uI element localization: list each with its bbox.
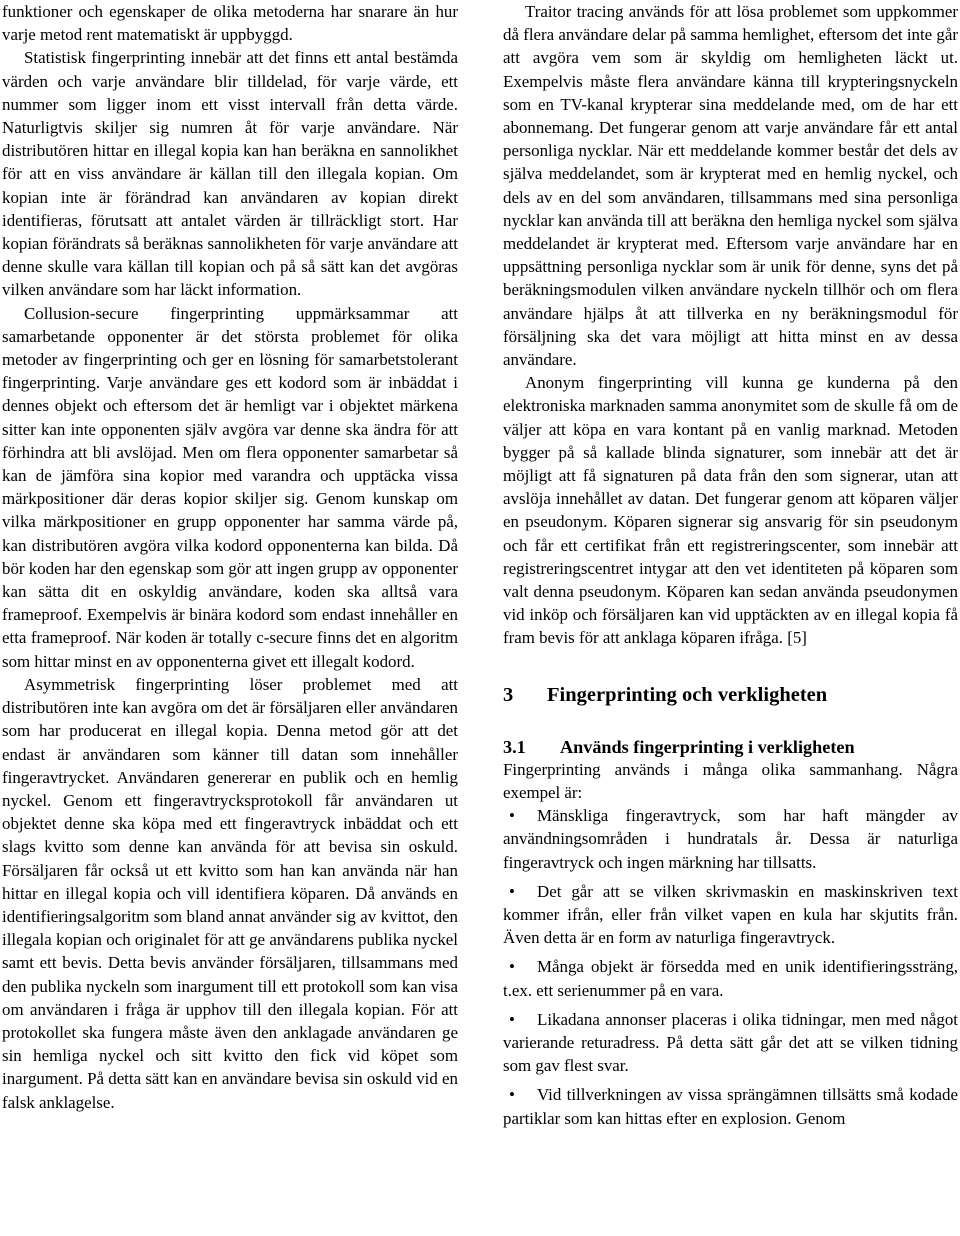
- list-item: [503, 804, 958, 874]
- list-item: [503, 1083, 958, 1129]
- left-column: [2, 0, 458, 1114]
- list-item-text: Mänskliga fingeravtryck, som har haft mängder av användningsområden i hundratals år. Dessa är naturliga fingeravtryck och ingen märkning har tillsatts.: [503, 806, 958, 872]
- paragraph-traitor-tracing: Traitor tracing används för att lösa problemet som uppkommer då flera användare delar på samma hemlighet, eftersom det inte går att avgöra vem som är skyldig om hemligheten läckt ut. Exempelvis måste flera användare känna till krypteringsnyckeln som en TV-kanal krypterar sina meddelande med, om de har ett abonnemang. Det fungerar genom att varje användare får ett antal personliga nycklar. När ett meddelande kommer består det dels av själva meddelandet, som är krypterat med en hemlig nyckel, och dels av en del som användaren, tillsammans med sina personliga nycklar kan använda till att beräkna den hemliga nyckel som själva meddelandet är krypterat med. Eftersom varje användare har en uppsättning personliga nycklar som är unik för denne, syns det på beräkningsmodulen vilken användare nyckeln tillhör och om flera användare hjälps åt att tillverka en ny beräkningsmodul för försäljning ska det vara möjligt att hitta minst en av dessa användare.: [503, 2, 958, 370]
- right-column: [503, 0, 958, 1136]
- paragraph-collusion-secure: Collusion-secure fingerprinting uppmärksammar att samarbetande opponenter är det största problemet för olika metoder av fingerprinting och ger en lösning för samarbetstolerant fingerprinting. Varje användare ges ett kodord som är inbäddat i dennes objekt och eftersom det är hemligt var i objektet märkena sitter kan inte opponenten själv avgöra var denne ska ändra för att förhindra att bli avslöjad. Men om flera opponenter samarbetar så kan de jämföra sina kopior med varandra och upptäcka vissa märkpositioner där deras kopior skiljer sig. Genom kunskap om vilka märkpositioner en grupp opponenter har samma värde på, kan distributören avgöra vilka kodord opponenterna kan bilda. Då bör koden har den egenskap som gör att ingen grupp av opponenter kan sätta dit en oskyldig användare, koden ska alltså vara frameproof. Exempelvis är binära kodord som endast innehåller en etta frameproof. När koden är totally c-secure finns det en algoritm som hittar minst en av opponenterna givet ett illegalt kodord.: [2, 303, 458, 671]
- bullet-icon: •: [509, 1085, 515, 1105]
- paragraph-statistical-fingerprinting: Statistisk fingerprinting innebär att det finns ett antal bestämda värden och varje användare blir tilldelad, för varje värde, ett nummer som ligger inom ett visst intervall från detta värde. Naturligtvis skiljer sig numren åt för varje användare. När distributören hittar en illegal kopia kan han beräkna en sannolikhet för att en viss användare är källan till den illegala kopian. Om kopian inte är förändrad kan användaren av kopian direkt identifieras, förutsatt att antalet värden är tillräckligt stort. Har kopian förändrats så beräknas sannolikheten för varje användare att denne skulle vara källan till kopian och på så sätt kan det avgöras vilken användare som har läckt information.: [2, 48, 458, 300]
- subsection-number: 3.1: [503, 736, 526, 757]
- list-item-text: Det går att se vilken skrivmaskin en maskinskriven text kommer ifrån, eller från vilket vapen en kula har skjutits från. Även detta är en form av naturliga fingeravtryck.: [503, 881, 958, 948]
- list-item: [503, 880, 958, 950]
- paragraph-asymmetric: Asymmetrisk fingerprinting löser problemet med att distributören inte kan avgöra om det är försäljaren eller användaren som har producerat en illegal kopia. Denna metod gör att det endast är användaren som känner till datan som innehåller fingeravtrycket. Användaren genererar en publik och en hemlig nyckel. Genom ett fingeravtrycksprotokoll får användaren ut objektet denne ska köpa med ett fingeravtryck inbäddat och ett slags kvitto som denne kan använda för att bevisa sin oskuld. Försäljaren får också ut ett kvitto som han kan använda när han hittar en illegal kopia och vill identifiera köparen. Då används en identifieringsalgoritm som bland annat använder sig av kvittot, den illegala kopian och originalet för att ge användarens publika nyckel samt ett bevis. Detta bevis använder försäljaren, tillsammans med den publika nyckeln som inargument till ett protokoll som kan visa om användaren i fråga är upphov till den illegala kopian. För att protokollet ska fungera måste även den anklagade användaren ge sin hemliga nyckel och sitt kvitto den fick vid köpet som inargument. På detta sätt kan en användare bevisa sin oskuld vid en falsk anklagelse.: [2, 674, 458, 1112]
- bullet-icon: •: [509, 806, 515, 826]
- list-item-text: Många objekt är försedda med en unik identifieringssträng, t.ex. ett serienummer på en vara.: [503, 957, 958, 1000]
- section-heading: [503, 684, 958, 707]
- bullet-icon: •: [509, 881, 515, 901]
- section-number: 3: [503, 683, 514, 706]
- bullet-icon: •: [509, 957, 515, 977]
- paragraph-intro-continuation: funktioner och egenskaper de olika metoderna har snarare än hur varje metod rent matematiskt är uppbyggd.: [2, 2, 458, 45]
- paragraph-examples-intro: Fingerprinting används i många olika sammanhang. Några exempel är:: [503, 759, 958, 802]
- bullet-icon: •: [509, 1009, 515, 1029]
- subsection-title: Används fingerprinting i verkligheten: [560, 736, 855, 757]
- list-item-text: Likadana annonser placeras i olika tidningar, men med något varierande returadress. På detta sätt går det att se vilken tidning som gav flest svar.: [503, 1009, 958, 1076]
- list-item-text: Vid tillverkningen av vissa sprängämnen tillsätts små kodade partiklar som kan hittas efter en explosion. Genom: [503, 1085, 958, 1128]
- section-title: Fingerprinting och verkligheten: [547, 683, 828, 706]
- example-list: [503, 804, 958, 1130]
- list-item: [503, 1008, 958, 1078]
- paragraph-anonymous-fingerprinting: Anonym fingerprinting vill kunna ge kunderna på den elektroniska marknaden samma anonymitet som de skulle få om de väljer att köpa en vara kontant på en vanlig marknad. Metoden bygger på så kallade blinda signaturer, som innebär att det är möjligt att få signaturen på data från den som signerar, utan att avslöja innehållet av datan. Det fungerar genom att köparen väljer en pseudonym. Köparen signerar sig ansvarig för sin pseudonym och får ett certifikat från ett registreringscenter, som innebär att registreringscentret intygar att den vet identiteten på köparen som valt denna pseudonym. Köparen kan sedan använda pseudonymen vid inköp och försäljaren kan vid upptäckten av en illegal kopia få fram bevis för att anklaga köparen ifråga. [5]: [503, 373, 958, 648]
- subsection-heading: [503, 737, 958, 758]
- list-item: [503, 955, 958, 1001]
